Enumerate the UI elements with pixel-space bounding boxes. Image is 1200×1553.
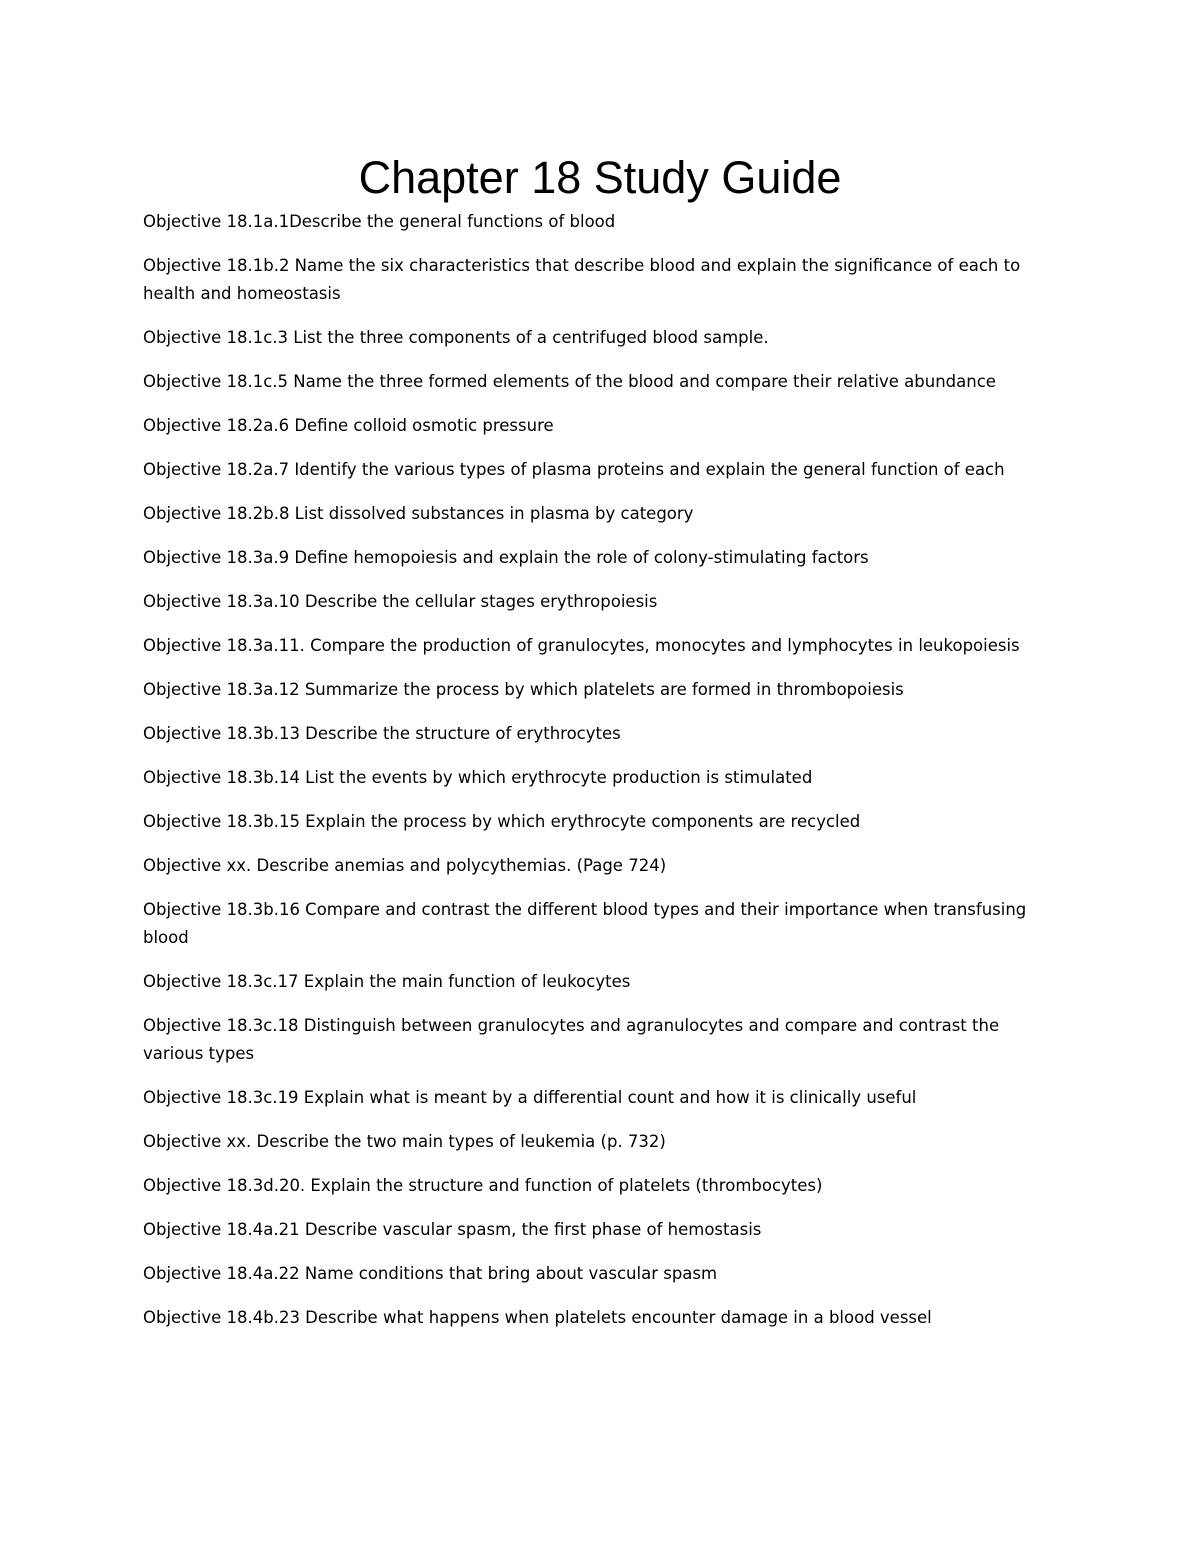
objective-item: Objective 18.2b.8 List dissolved substances in plasma by category [143,504,694,523]
objective-item: Objective 18.4a.22 Name conditions that bring about vascular spasm [143,1264,718,1283]
objective-item: Objective xx. Describe anemias and polycythemias. (Page 724) [143,856,667,875]
page-title: Chapter 18 Study Guide [358,152,842,203]
objective-item: Objective 18.3b.16 Compare and contrast the different blood types and their importance when transfusing blood [143,900,1027,947]
objective-item: Objective 18.3b.14 List the events by which erythrocyte production is stimulated [143,768,813,787]
objective-item: Objective xx. Describe the two main types of leukemia (p. 732) [143,1132,666,1151]
objective-item: Objective 18.3c.17 Explain the main function of leukocytes [143,972,631,991]
objective-item: Objective 18.2a.7 Identify the various types of plasma proteins and explain the general function of each [143,460,1005,479]
objective-item: Objective 18.1b.2 Name the six characteristics that describe blood and explain the significance of each to health and homeostasis [143,256,1021,303]
objective-item: Objective 18.4a.21 Describe vascular spasm, the first phase of hemostasis [143,1220,762,1239]
objective-item: Objective 18.3a.12 Summarize the process by which platelets are formed in thrombopoiesis [143,680,904,699]
objective-item: Objective 18.3b.13 Describe the structure of erythrocytes [143,724,621,743]
objective-item: Objective 18.3b.15 Explain the process by which erythrocyte components are recycled [143,812,861,831]
objective-item: Objective 18.3d.20. Explain the structure and function of platelets (thrombocytes) [143,1176,823,1195]
objective-item: Objective 18.1a.1Describe the general functions of blood [143,212,616,231]
objective-item: Objective 18.3c.19 Explain what is meant by a differential count and how it is clinically useful [143,1088,917,1107]
objective-item: Objective 18.3a.10 Describe the cellular stages erythropoiesis [143,592,658,611]
objective-item: Objective 18.2a.6 Define colloid osmotic pressure [143,416,554,435]
objective-item: Objective 18.4b.23 Describe what happens when platelets encounter damage in a blood vessel [143,1308,932,1327]
objective-item: Objective 18.3a.11. Compare the production of granulocytes, monocytes and lymphocytes in leukopoiesis [143,636,1020,655]
objective-item: Objective 18.1c.5 Name the three formed elements of the blood and compare their relative abundance [143,372,996,391]
objective-item: Objective 18.3a.9 Define hemopoiesis and explain the role of colony-stimulating factors [143,548,869,567]
objective-item: Objective 18.1c.3 List the three components of a centrifuged blood sample. [143,328,769,347]
objective-item: Objective 18.3c.18 Distinguish between granulocytes and agranulocytes and compare and contrast the various types [143,1016,1000,1063]
objectives-list [143,208,1063,1348]
